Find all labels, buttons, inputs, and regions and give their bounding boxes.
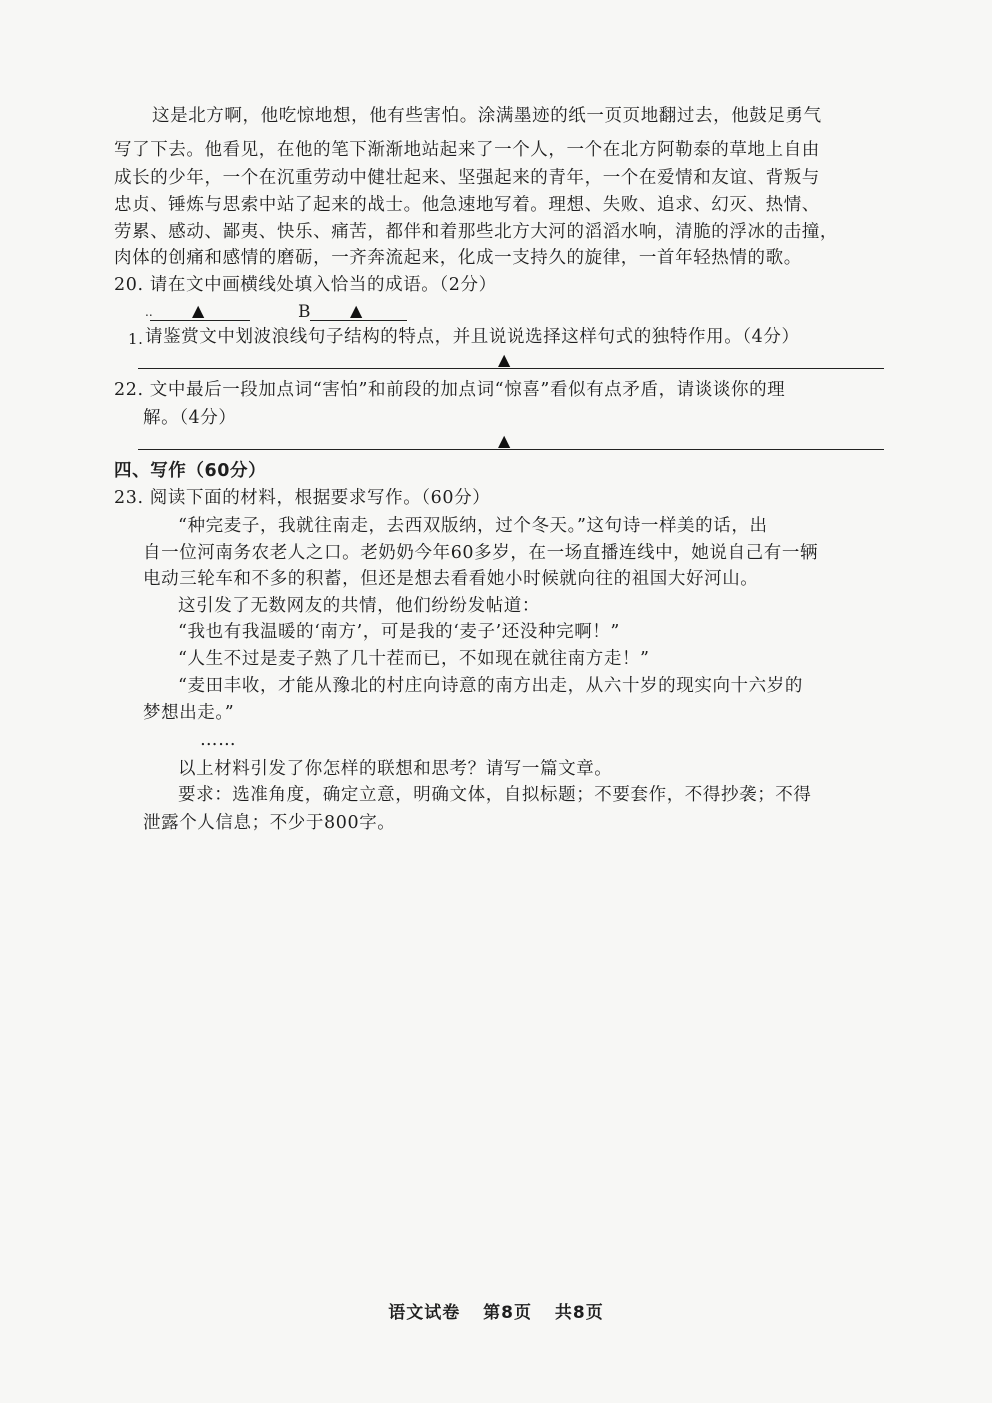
requirements-line-2: 泄露个人信息；不少于800字。 (143, 813, 396, 833)
material-ellipsis: …… (200, 730, 237, 750)
question-20: 20. 请在文中画横线处填入恰当的成语。（2分） (114, 275, 497, 295)
footer-page-total: 共8页 (554, 1303, 604, 1323)
material-line-1: “种完麦子，我就往南走，去西双版纳，过个冬天。”这句诗一样美的话，出 (178, 516, 768, 536)
footer-subject: 语文试卷 (388, 1303, 461, 1323)
section-4-heading: 四、写作（60分） (114, 461, 267, 481)
passage-line-3: 成长的少年，一个在沉重劳动中健壮起来、坚强起来的青年，一个在爱情和友谊、背叛与 (114, 168, 820, 188)
q21-answer-line (138, 368, 884, 369)
footer-page-number: 第8页 (483, 1303, 532, 1323)
q22-answer-marker: ▲ (498, 431, 511, 450)
prompt-line: 以上材料引发了你怎样的联想和思考？请写一篇文章。 (178, 759, 613, 779)
q21-answer-marker: ▲ (498, 350, 511, 369)
passage-line-2: 写了下去。他看见，在他的笔下渐渐地站起来了一个人，一个在北方阿勒泰的草地上自由 (114, 140, 820, 160)
material-line-7: “麦田丰收，才能从豫北的村庄向诗意的南方出走，从六十岁的现实向十六岁的 (178, 676, 803, 696)
material-line-4: 这引发了无数网友的共情，他们纷纷发帖道： (178, 596, 540, 616)
q20-blank-a-marker: ▲ (192, 301, 205, 320)
question-23: 23. 阅读下面的材料，根据要求写作。（60分） (114, 488, 491, 508)
page-footer (0, 1298, 992, 1323)
question-22-line-2: 解。（4分） (143, 408, 237, 428)
material-line-2: 自一位河南务农老人之口。老奶奶今年60多岁，在一场直播连线中，她说自己有一辆 (143, 543, 819, 563)
q22-answer-line (138, 449, 884, 450)
material-line-8: 梦想出走。” (143, 703, 235, 723)
passage-line-5: 劳累、感动、鄙夷、快乐、痛苦，都伴和着那些北方大河的滔滔水响，清脆的浮冰的击撞， (114, 222, 838, 242)
q20-blank-b-marker: ▲ (350, 301, 363, 320)
q20-blank-a-line (150, 320, 250, 321)
question-22-line-1: 22. 文中最后一段加点词“害怕”和前段的加点词“惊喜”看似有点矛盾，请谈谈你的理 (114, 380, 786, 400)
passage-line-1: 这是北方啊，他吃惊地想，他有些害怕。涂满墨迹的纸一页页地翻过去，他鼓足勇气 (152, 106, 822, 126)
q20-blank-a-label: .. (145, 305, 153, 319)
passage-line-6: 肉体的创痛和感情的磨砺，一齐奔流起来，化成一支持久的旋律，一首年轻热情的歌。 (114, 248, 802, 268)
question-21-number: 1. (128, 330, 144, 348)
q20-blank-b-line (310, 320, 407, 321)
question-21: 请鉴赏文中划波浪线句子结构的特点，并且说说选择这样句式的独特作用。（4分） (145, 327, 800, 347)
q20-blank-b-label: B (298, 302, 311, 322)
passage-line-4: 忠贞、锤炼与思索中站了起来的战士。他急速地写着。理想、失败、追求、幻灭、热情、 (114, 195, 820, 215)
material-line-6: “人生不过是麦子熟了几十茬而已，不如现在就往南方走！” (178, 649, 650, 669)
material-line-3: 电动三轮车和不多的积蓄，但还是想去看看她小时候就向往的祖国大好河山。 (143, 569, 759, 589)
requirements-line-1: 要求：选准角度，确定立意，明确文体，自拟标题；不要套作，不得抄袭；不得 (178, 785, 812, 805)
material-line-5: “我也有我温暖的‘南方’，可是我的‘麦子’还没种完啊！” (178, 622, 620, 642)
